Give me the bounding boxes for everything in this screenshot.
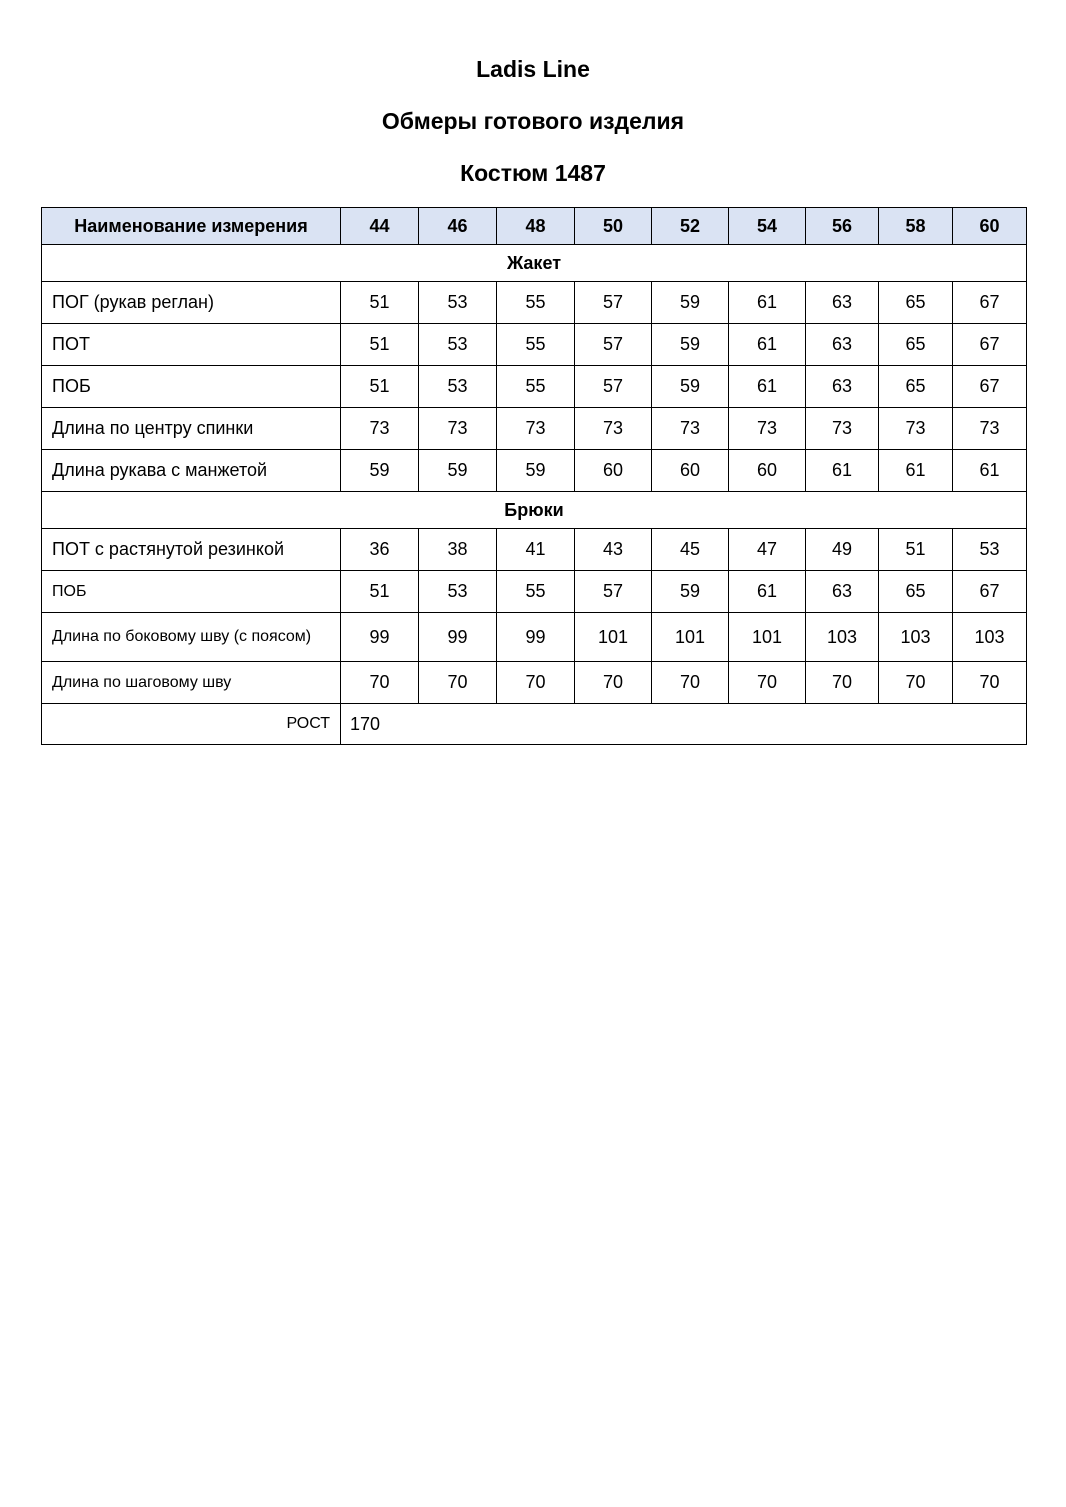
cell-value: 61 xyxy=(806,450,879,492)
cell-value: 101 xyxy=(575,613,652,662)
cell-value: 67 xyxy=(953,324,1027,366)
table-row xyxy=(42,366,1027,408)
column-header-size: 54 xyxy=(729,208,806,245)
cell-value: 67 xyxy=(953,366,1027,408)
cell-value: 55 xyxy=(497,571,575,613)
column-header-size: 60 xyxy=(953,208,1027,245)
row-label: ПОТ xyxy=(42,324,341,366)
cell-value: 51 xyxy=(341,571,419,613)
cell-value: 70 xyxy=(806,662,879,704)
cell-value: 61 xyxy=(729,324,806,366)
cell-value: 73 xyxy=(341,408,419,450)
cell-value: 61 xyxy=(729,366,806,408)
cell-value: 53 xyxy=(419,571,497,613)
cell-value: 55 xyxy=(497,282,575,324)
column-header-name: Наименование измерения xyxy=(42,208,341,245)
cell-value: 60 xyxy=(729,450,806,492)
cell-value: 47 xyxy=(729,529,806,571)
cell-value: 70 xyxy=(953,662,1027,704)
cell-value: 65 xyxy=(879,324,953,366)
cell-value: 63 xyxy=(806,282,879,324)
cell-value: 70 xyxy=(652,662,729,704)
cell-value: 59 xyxy=(497,450,575,492)
row-label: ПОГ (рукав реглан) xyxy=(42,282,341,324)
document-title: Обмеры готового изделия xyxy=(381,108,685,134)
cell-value: 57 xyxy=(575,282,652,324)
column-header-size: 46 xyxy=(419,208,497,245)
table-row xyxy=(42,662,1027,704)
cell-value: 73 xyxy=(652,408,729,450)
cell-value: 70 xyxy=(497,662,575,704)
cell-value: 49 xyxy=(806,529,879,571)
cell-value: 99 xyxy=(419,613,497,662)
cell-value: 67 xyxy=(953,282,1027,324)
cell-value: 45 xyxy=(652,529,729,571)
table-row xyxy=(42,571,1027,613)
section-title: Брюки xyxy=(42,492,1027,529)
row-label: Длина по шаговому шву xyxy=(42,662,341,704)
cell-value: 73 xyxy=(806,408,879,450)
cell-value: 61 xyxy=(879,450,953,492)
height-label: РОСТ xyxy=(42,704,341,745)
table-row xyxy=(42,450,1027,492)
table-row xyxy=(42,408,1027,450)
cell-value: 59 xyxy=(652,366,729,408)
cell-value: 59 xyxy=(652,571,729,613)
cell-value: 53 xyxy=(419,282,497,324)
cell-value: 60 xyxy=(575,450,652,492)
brand-title: Ladis Line xyxy=(476,56,590,82)
column-header-size: 50 xyxy=(575,208,652,245)
table-row xyxy=(42,613,1027,662)
cell-value: 73 xyxy=(419,408,497,450)
cell-value: 61 xyxy=(729,282,806,324)
column-header-size: 52 xyxy=(652,208,729,245)
cell-value: 65 xyxy=(879,366,953,408)
cell-value: 51 xyxy=(341,324,419,366)
column-header-size: 56 xyxy=(806,208,879,245)
cell-value: 73 xyxy=(953,408,1027,450)
table-row xyxy=(42,282,1027,324)
cell-value: 103 xyxy=(806,613,879,662)
cell-value: 63 xyxy=(806,571,879,613)
cell-value: 63 xyxy=(806,324,879,366)
cell-value: 70 xyxy=(575,662,652,704)
row-label: ПОБ xyxy=(42,366,341,408)
row-label: ПОТ с растянутой резинкой xyxy=(42,529,341,571)
row-label: Длина по боковому шву (с поясом) xyxy=(42,613,341,662)
cell-value: 73 xyxy=(575,408,652,450)
cell-value: 101 xyxy=(729,613,806,662)
section-header-jacket xyxy=(42,245,1027,282)
cell-value: 70 xyxy=(419,662,497,704)
cell-value: 57 xyxy=(575,366,652,408)
cell-value: 70 xyxy=(879,662,953,704)
product-title: Костюм 1487 xyxy=(460,160,606,186)
cell-value: 36 xyxy=(341,529,419,571)
table-header-row xyxy=(42,208,1027,245)
row-label: Длина по центру спинки xyxy=(42,408,341,450)
table-row xyxy=(42,324,1027,366)
cell-value: 53 xyxy=(953,529,1027,571)
cell-value: 73 xyxy=(729,408,806,450)
cell-value: 53 xyxy=(419,366,497,408)
cell-value: 67 xyxy=(953,571,1027,613)
cell-value: 57 xyxy=(575,324,652,366)
cell-value: 55 xyxy=(497,324,575,366)
cell-value: 70 xyxy=(341,662,419,704)
row-label: ПОБ xyxy=(42,571,341,613)
cell-value: 41 xyxy=(497,529,575,571)
cell-value: 55 xyxy=(497,366,575,408)
cell-value: 99 xyxy=(341,613,419,662)
cell-value: 101 xyxy=(652,613,729,662)
cell-value: 103 xyxy=(879,613,953,662)
cell-value: 63 xyxy=(806,366,879,408)
cell-value: 51 xyxy=(879,529,953,571)
cell-value: 65 xyxy=(879,282,953,324)
cell-value: 38 xyxy=(419,529,497,571)
column-header-size: 44 xyxy=(341,208,419,245)
cell-value: 70 xyxy=(729,662,806,704)
cell-value: 59 xyxy=(652,324,729,366)
section-title: Жакет xyxy=(42,245,1027,282)
cell-value: 73 xyxy=(497,408,575,450)
height-value: 170 xyxy=(341,704,1027,745)
cell-value: 99 xyxy=(497,613,575,662)
cell-value: 53 xyxy=(419,324,497,366)
cell-value: 57 xyxy=(575,571,652,613)
cell-value: 43 xyxy=(575,529,652,571)
cell-value: 65 xyxy=(879,571,953,613)
cell-value: 61 xyxy=(729,571,806,613)
cell-value: 61 xyxy=(953,450,1027,492)
table-row xyxy=(42,529,1027,571)
cell-value: 59 xyxy=(652,282,729,324)
column-header-size: 48 xyxy=(497,208,575,245)
column-header-size: 58 xyxy=(879,208,953,245)
cell-value: 73 xyxy=(879,408,953,450)
height-row xyxy=(42,704,1027,745)
section-header-trousers xyxy=(42,492,1027,529)
cell-value: 51 xyxy=(341,282,419,324)
cell-value: 51 xyxy=(341,366,419,408)
measurements-table xyxy=(41,207,1027,745)
cell-value: 60 xyxy=(652,450,729,492)
cell-value: 59 xyxy=(419,450,497,492)
cell-value: 103 xyxy=(953,613,1027,662)
cell-value: 59 xyxy=(341,450,419,492)
row-label: Длина рукава с манжетой xyxy=(42,450,341,492)
